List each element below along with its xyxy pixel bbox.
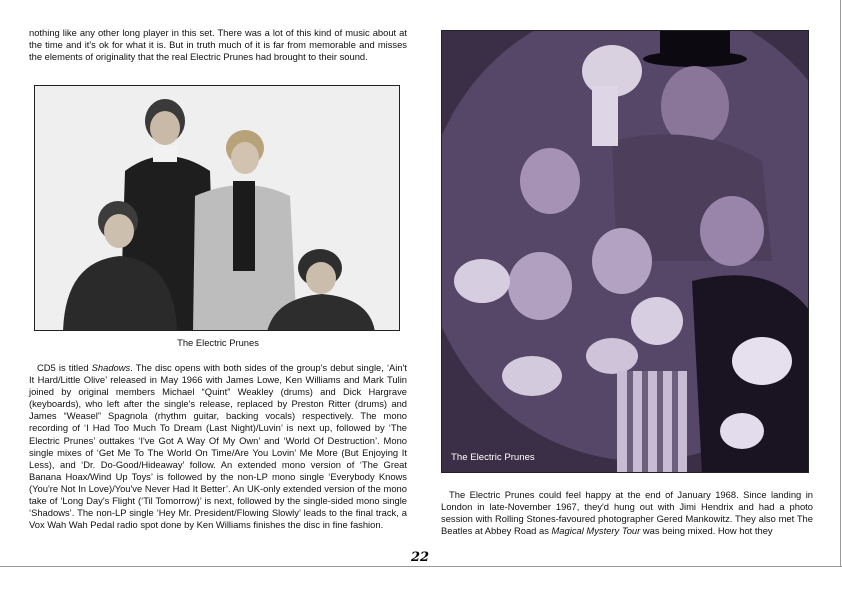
body-text-rest: . The disc opens with both sides of the group's debut single, ‘Ain't It Hard/Little Olive’ released in May 1966 with James Lowe, Ken Williams and Mark Tulin joined by original members Michael “Quint” Weakley (drums) and Dick Hargrave (keyboards), who left after the single's release, replaced by Preston Ritter (drums) and James “Weasel” Spagnola (rhythm guitar, backing vocals) respectively. The mono recording of ‘I Had Too Much To Dream (Last Night)/Luvin’ is next up, followed by ‘The Electric Prunes’ outtakes ‘I've Got A Way Of My Own’ and ‘World Of Destruction’. Mono single mixes of ‘Get Me To The World On Time/Are You Lovin’ Me More (But Enjoying It Less), and ‘Dr. Do-Good/Hideaway’ follow. An extended mono version of ‘The Great Banana Hoax/Wind Up Toys’ is followed by the non-LP mono single ‘Everybody Knows (You're Not In Love)/You've Never Had It Better’. An UK-only extended version of the mono take of ‘Long Day's Flight (‘Til Tomorrow)’ is next, followed by the single-sided mono single ‘Shadows’. The non-LP single ‘Hey Mr. President/Flowing Slowly’ leads to the final track, a Vox Wah Wah Pedal radio spot done by Ken Williams finishes the disc in fine fashion. <box>29 362 407 531</box>
intro-paragraph: nothing like any other long player in this set. There was a lot of this kind of music about at the time and it's ok for what it is. But in truth much of it is far from memorable and misses the elements of originality that the real Electric Prunes had brought to their sound. <box>29 27 407 63</box>
photo-caption: The Electric Prunes <box>177 337 259 348</box>
london-description <box>441 489 813 537</box>
body-text-after: was being mixed. How hot they <box>640 525 773 537</box>
band-photo-illustration <box>35 86 400 331</box>
album-title-mmt: Magical Mystery Tour <box>551 525 641 537</box>
band-photo-psychedelic <box>441 30 809 473</box>
photo-caption-overlay: The Electric Prunes <box>451 452 535 463</box>
band-photo-studio <box>34 85 400 331</box>
page-edge-bottom <box>0 566 842 567</box>
cd5-description <box>29 362 407 531</box>
page-edge-right <box>840 0 841 567</box>
psychedelic-photo-illustration <box>442 31 809 473</box>
body-text-intro: CD5 is titled <box>37 362 92 373</box>
body-text-before: The Electric Prunes could feel happy at the end of January 1968. Since landing in London in late-November 1967, they'd hung out with Jimi Hendrix and had a photo session with Rolling Stones-favoured photographer Gered Mankowitz. They also met The Beatles at Abbey Road as <box>441 489 813 537</box>
page-number: 22 <box>410 550 430 565</box>
album-title: Shadows <box>91 362 131 373</box>
